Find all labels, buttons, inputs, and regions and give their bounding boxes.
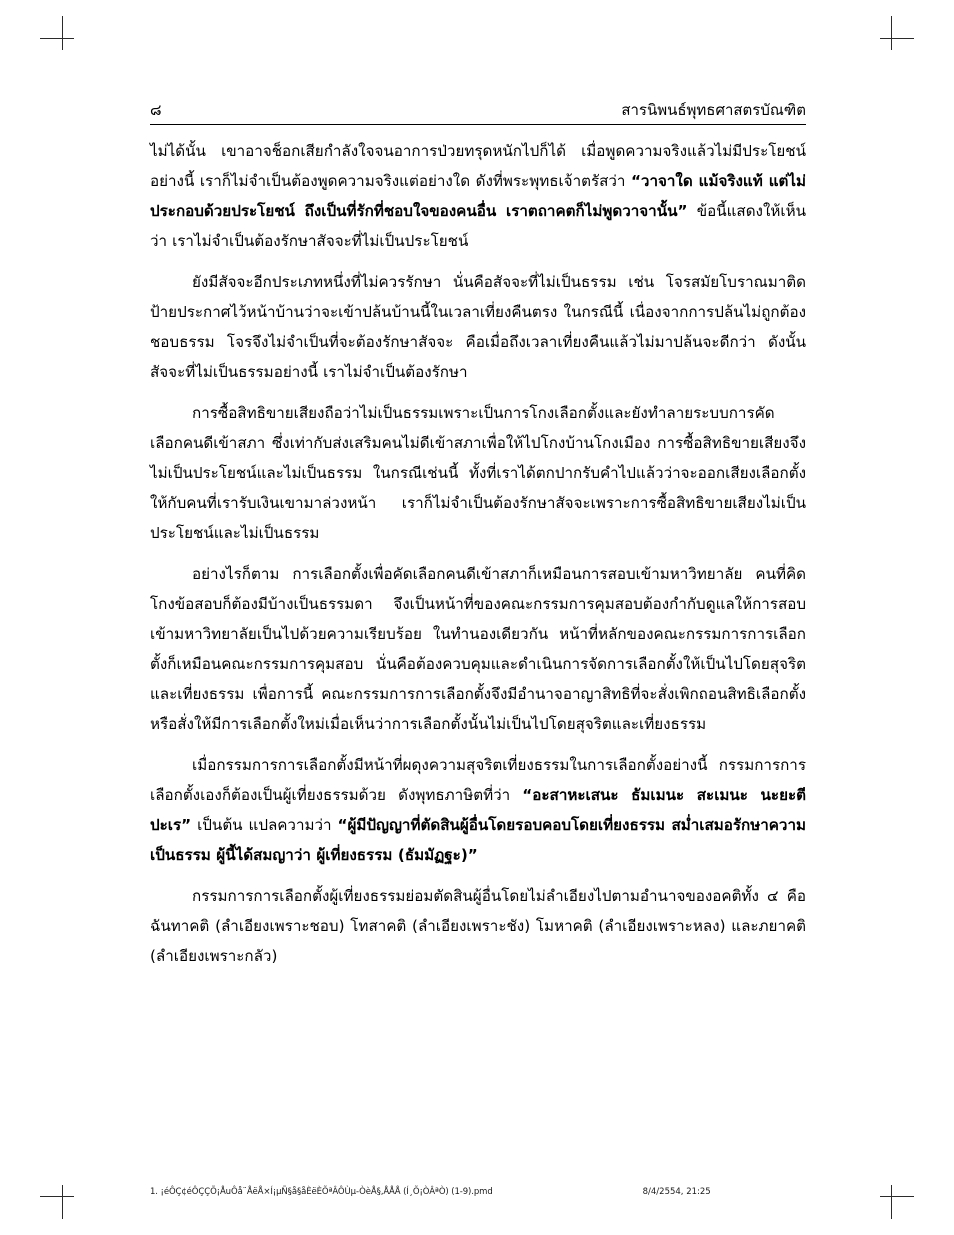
running-head (150, 100, 806, 124)
paragraph (150, 750, 806, 870)
text-run: อย่างไรก็ตาม การเลือกตั้งเพื่อคัดเลือกคนดีเข้าสภาก็เหมือนการสอบเข้ามหาวิทยาลัย คนที่คิดโกงข้อสอบก็ต้องมีบ้างเป็นธรรมดา จึงเป็นหน้าที่ของคณะกรรมการคุมสอบต้องกำกับดูแลให้การสอบเข้ามหาวิทยาลัยเป็นไปด้วยความเรียบร้อย ในทำนองเดียวกัน หน้าที่หลักของคณะกรรมการการเลือกตั้งก็เหมือนคณะกรรมการคุมสอบ นั่นคือต้องควบคุมและดำเนินการจัดการเลือกตั้งให้เป็นไปโดยสุจริตและเที่ยงธรรม เพื่อการนี้ คณะกรรมการการเลือกตั้งจึงมีอำนาจอาญาสิทธิที่จะสั่งเพิกถอนสิทธิเลือกตั้งหรือสั่งให้มีการเลือกตั้งใหม่เมื่อเห็นว่าการเลือกตั้งนั้นไม่เป็นไปโดยสุจริตและเที่ยงธรรม (150, 565, 806, 733)
text-run: ยังมีสัจจะอีกประเภทหนึ่งที่ไม่ควรรักษา นั่นคือสัจจะที่ไม่เป็นธรรม เช่น โจรสมัยโบราณมาติดป้ายประกาศไว้หน้าบ้านว่าจะเข้าปล้นบ้านนี้ในเวลาเที่ยงคืนตรง ในกรณีนี้ เนื่องจากการปล้นไม่ถูกต้องชอบธรรม โจรจึงไม่จำเป็นที่จะต้องรักษาสัจจะ คือเมื่อถึงเวลาเที่ยงคืนแล้วไม่มาปล้นจะดีกว่า ดังนั้น สัจจะที่ไม่เป็นธรรมอย่างนี้ เราไม่จำเป็นต้องรักษา (150, 273, 806, 381)
page-content (150, 100, 806, 971)
text-run: กรรมการการเลือกตั้งผู้เที่ยงธรรมย่อมตัดสินผู้อื่นโดยไม่ลำเอียงไปตามอำนาจของอคติทั้ง ๔ คือ ฉันทาคติ (ลำเอียงเพราะชอบ) โทสาคติ (ลำเอียงเพราะชัง) โมหาคติ (ลำเอียงเพราะหลง) และภยาคติ (ลำเอียงเพราะกลัว) (150, 887, 806, 965)
paragraph (150, 559, 806, 739)
footer-timestamp: 8/4/2554, 21:25 (642, 1187, 711, 1197)
text-run: ไม่ได้นั้น เขาอาจช็อกเสียกำลังใจจนอาการป่วยทรุดหนักไปก็ได้ เมื่อพูดความจริงแล้วไม่มีประโยชน์อย่างนี้ เราก็ไม่จำเป็นต้องพูดความจริงแต่อย่างใด ดังที่พระพุทธเจ้าตรัสว่า (150, 142, 806, 190)
running-head-title: สารนิพนธ์พุทธศาสตรบัณฑิต (621, 101, 806, 119)
header-rule (150, 124, 806, 125)
crop-mark-top-left (40, 16, 74, 50)
emphasized-quote: “วาจาใด แม้จริงแท้ แต่ไม่ประกอบด้วยประโยชน์ ถึงเป็นที่รักที่ชอบใจของคนอื่น เราตถาคตก็ไม่พูดวาจานั้น” (150, 172, 806, 220)
emphasized-quote: “ผู้มีปัญญาที่ตัดสินผู้อื่นโดยรอบคอบโดยเที่ยงธรรม สม่ำเสมอรักษาความเป็นธรรม ผู้นี้ได้สมญาว่า ผู้เที่ยงธรรม (ธัมมัฏฐะ)” (150, 816, 806, 864)
text-run: เมื่อกรรมการการเลือกตั้งมีหน้าที่ผดุงความสุจริตเที่ยงธรรมในการเลือกตั้งอย่างนี้ กรรมการการเลือกตั้งเองก็ต้องเป็นผู้เที่ยงธรรมด้วย ดังพุทธภาษิตที่ว่า (150, 756, 806, 804)
footer-filename: 1. ¡éÔÇ¢éÔÇÇÕ¡ÅuÔå¨ÅëÅ×Í¡µÑ§å§åÈëÈÕªÂÔÙµ-ÒèÅ§‚ÅÅÅ (Í¸Õ¡ÒÂªÒ) (1-9).pmd (150, 1187, 493, 1197)
paragraph (150, 136, 806, 256)
crop-mark-top-right (880, 16, 914, 50)
paragraph (150, 398, 806, 548)
body-text (150, 136, 806, 971)
text-run: การซื้อสิทธิขายเสียงถือว่าไม่เป็นธรรมเพราะเป็นการโกงเลือกตั้งและยังทำลายระบบการคัดเลือกคนดีเข้าสภา ซึ่งเท่ากับส่งเสริมคนไม่ดีเข้าสภาเพื่อให้ไปโกงบ้านโกงเมือง การซื้อสิทธิขายเสียงจึงไม่เป็นประโยชน์และไม่เป็นธรรม ในกรณีเช่นนี้ ทั้งที่เราได้ตกปากรับคำไปแล้วว่าจะออกเสียงเลือกตั้งให้กับคนที่เรารับเงินเขามาล่วงหน้า เราก็ไม่จำเป็นต้องรักษาสัจจะเพราะการซื้อสิทธิขายเสียงไม่เป็นประโยชน์และไม่เป็นธรรม (150, 404, 806, 542)
paragraph (150, 267, 806, 387)
crop-mark-bottom-right (880, 1185, 914, 1219)
crop-mark-bottom-left (40, 1185, 74, 1219)
page-number: ๘ (150, 101, 162, 119)
text-run: เป็นต้น แปลความว่า (191, 816, 338, 834)
text-run: ข้อนี้แสดงให้เห็นว่า เราไม่จำเป็นต้องรักษาสัจจะที่ไม่เป็นประโยชน์ (150, 202, 806, 250)
paragraph (150, 881, 806, 971)
emphasized-quote: “อะสาหะเสนะ ธัมเมนะ สะเมนะ นะยะตี ปะเร” (150, 786, 807, 834)
print-footer (150, 1187, 806, 1197)
